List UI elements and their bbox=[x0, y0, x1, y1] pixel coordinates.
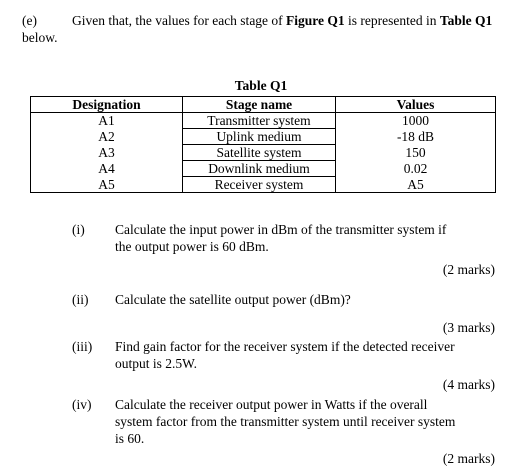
question-label: (e) bbox=[22, 13, 37, 28]
part-text-line: Find gain factor for the receiver system if the detected receiver bbox=[115, 339, 455, 354]
part-number: (ii) bbox=[72, 292, 89, 307]
cell-designation: A4 bbox=[31, 161, 183, 177]
cell-designation: A1 bbox=[31, 113, 183, 129]
part-marks: (3 marks) bbox=[442, 320, 495, 335]
intro-text-mid: is represented in bbox=[344, 13, 440, 28]
part-number: (i) bbox=[72, 222, 85, 237]
part-text-line: is 60. bbox=[115, 431, 145, 446]
table-header-row bbox=[31, 97, 496, 113]
table-row bbox=[31, 177, 496, 193]
cell-stage-name: Downlink medium bbox=[183, 161, 336, 177]
cell-value: -18 dB bbox=[336, 129, 496, 145]
cell-value: 0.02 bbox=[336, 161, 496, 177]
table-reference: Table Q1 bbox=[439, 13, 493, 28]
header-values: Values bbox=[336, 97, 496, 113]
table-row bbox=[31, 145, 496, 161]
part-marks: (2 marks) bbox=[442, 262, 495, 277]
cell-value: A5 bbox=[336, 177, 496, 193]
part-marks: (4 marks) bbox=[442, 377, 495, 392]
values-table bbox=[30, 96, 496, 193]
part-number: (iii) bbox=[72, 339, 93, 354]
cell-designation: A5 bbox=[31, 177, 183, 193]
part-text-line: output is 2.5W. bbox=[115, 356, 198, 371]
cell-stage-name: Satellite system bbox=[183, 145, 336, 161]
cell-stage-name: Transmitter system bbox=[183, 113, 336, 129]
cell-designation: A3 bbox=[31, 145, 183, 161]
question-intro-line1 bbox=[72, 13, 492, 29]
part-text-line: Calculate the receiver output power in Watts if the overall bbox=[115, 397, 428, 412]
part-text-line: Calculate the input power in dBm of the transmitter system if bbox=[115, 222, 447, 237]
cell-value: 1000 bbox=[336, 113, 496, 129]
table-row bbox=[31, 161, 496, 177]
part-text-line: system factor from the transmitter system until receiver system bbox=[115, 414, 456, 429]
cell-value: 150 bbox=[336, 145, 496, 161]
intro-text-pre: Given that, the values for each stage of bbox=[72, 13, 287, 28]
header-stage-name: Stage name bbox=[183, 97, 336, 113]
cell-stage-name: Uplink medium bbox=[183, 129, 336, 145]
table-caption: Table Q1 bbox=[234, 78, 288, 93]
cell-stage-name: Receiver system bbox=[183, 177, 336, 193]
part-text-line: Calculate the satellite output power (dBm)? bbox=[115, 292, 351, 307]
figure-reference: Figure Q1 bbox=[286, 13, 345, 28]
part-text-line: the output power is 60 dBm. bbox=[115, 239, 269, 254]
header-designation: Designation bbox=[31, 97, 183, 113]
question-intro-line2: below. bbox=[22, 30, 58, 45]
part-marks: (2 marks) bbox=[442, 451, 495, 466]
cell-designation: A2 bbox=[31, 129, 183, 145]
part-number: (iv) bbox=[72, 397, 92, 412]
table-row bbox=[31, 113, 496, 129]
table-row bbox=[31, 129, 496, 145]
